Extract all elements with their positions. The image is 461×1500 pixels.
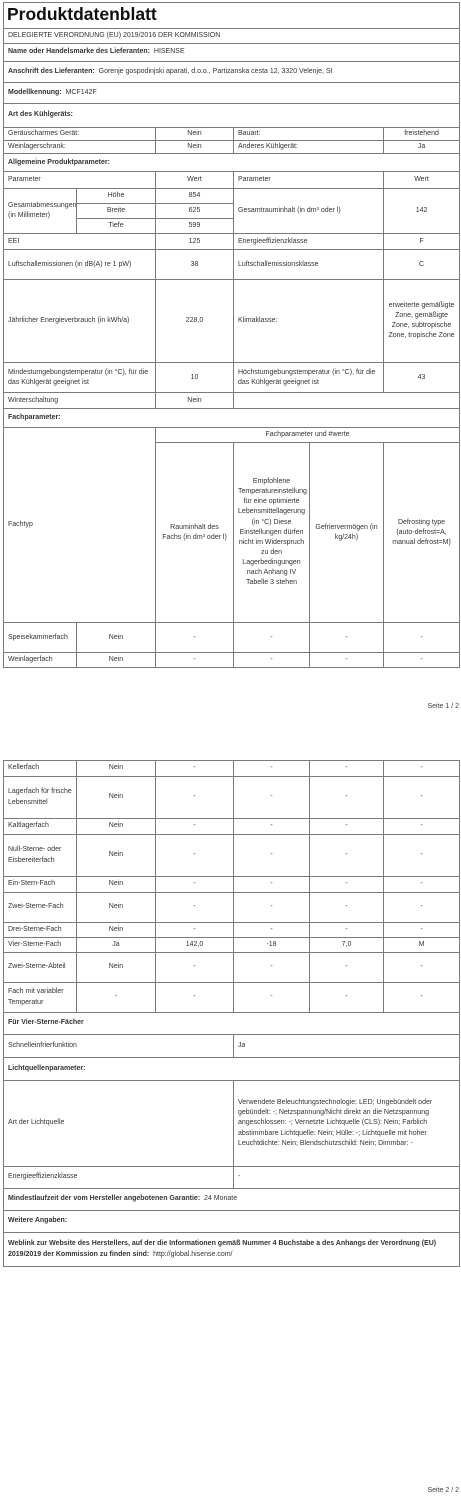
min-temp-value: 10 [156, 363, 234, 393]
wine-cabinet-value: Nein [156, 141, 234, 154]
weblink-label: Weblink zur Website des Herstellers, auf der die Informationen gemäß Nummer 4 Buchstabe a des Anhangs der Verordnung (EU) 2019/2019 der Kommission zu finden sind: [8, 1240, 437, 1258]
compartment-temp: - [234, 623, 310, 653]
compartment-name: Lagerfach für frische Lebensmittel [4, 777, 77, 819]
compartment-row [4, 623, 460, 653]
compartment-freeze: - [310, 983, 384, 1013]
max-temp-label: Höchstumgebungstemperatur (in °C), für die das Kühlgerät geeignet ist [234, 363, 384, 393]
compartment-temp: - [234, 819, 310, 835]
noise-emission-value: 38 [156, 250, 234, 280]
compartment-volume: - [156, 761, 234, 777]
col-header-value: Wert [156, 172, 234, 189]
fast-freeze-value: Ja [234, 1035, 460, 1058]
compartment-temp: -18 [234, 938, 310, 953]
compartment-defrost: M [384, 938, 460, 953]
compartment-temp: - [234, 835, 310, 877]
compartment-row [4, 877, 460, 893]
col-header-parameter: Parameter [234, 172, 384, 189]
compartment-name: Zwei-Sterne-Abteil [4, 953, 77, 983]
compartment-name: Weinlagerfach [4, 653, 77, 668]
page-title: Produktdatenblatt [4, 3, 460, 29]
general-params-header: Allgemeine Produktparameter: [4, 154, 460, 172]
min-temp-label: Mindestumgebungstemperatur (in °C), für die das Kühlgerät geeignet ist [4, 363, 156, 393]
compartment-freeze: - [310, 761, 384, 777]
compartment-row [4, 761, 460, 777]
model-value: MCF142F [65, 88, 97, 96]
compartment-defrost: - [384, 835, 460, 877]
annual-energy-label: Jährlicher Energieverbrauch (in kWh/a) [4, 280, 156, 363]
compartment-present: Nein [77, 923, 156, 938]
compartment-row [4, 983, 460, 1013]
compartment-volume: - [156, 623, 234, 653]
col-header-parameter: Parameter [4, 172, 156, 189]
compartment-name: Fach mit variabler Temperatur [4, 983, 77, 1013]
more-info-header: Weitere Angaben: [4, 1211, 460, 1233]
build-type-label: Bauart: [234, 128, 384, 141]
wine-cabinet-label: Weinlagerschrank: [4, 141, 156, 154]
weblink-url[interactable]: http://global.hisense.com/ [153, 1250, 233, 1258]
dimensions-label: Gesamtabmessungen (in Millimeter) [4, 189, 77, 234]
compartment-present: Ja [77, 938, 156, 953]
compartment-temp: - [234, 777, 310, 819]
compartment-present: Nein [77, 877, 156, 893]
width-label: Breite [77, 204, 156, 219]
warranty-row [4, 1189, 460, 1211]
compartment-freeze: - [310, 653, 384, 668]
compartment-type-label: Fachtyp [4, 428, 156, 623]
light-type-label: Art der Lichtquelle [4, 1081, 234, 1167]
winter-setting-label: Winterschaltung [4, 393, 156, 409]
compartment-volume: - [156, 819, 234, 835]
annual-energy-value: 228,0 [156, 280, 234, 363]
compartment-temp: - [234, 877, 310, 893]
compartment-freeze: - [310, 877, 384, 893]
compartment-volume: - [156, 923, 234, 938]
compartment-temp: - [234, 953, 310, 983]
compartment-name: Ein-Stern-Fach [4, 877, 77, 893]
compartment-volume: - [156, 653, 234, 668]
compartment-present: Nein [77, 893, 156, 923]
compartment-present: Nein [77, 777, 156, 819]
warranty-value: 24 Monate [204, 1195, 238, 1203]
build-type-value: freistehend [384, 128, 460, 141]
other-appliance-value: Ja [384, 141, 460, 154]
compartment-volume: - [156, 983, 234, 1013]
compartment-params-header: Fachparameter: [4, 409, 460, 428]
supplier-address-value: Gorenje gospodinjski aparati, d.o.o., Partizanska cesta 12, 3320 Velenje, SI [98, 67, 333, 75]
regulation-reference: DELEGIERTE VERORDNUNG (EU) 2019/2016 DER KOMMISSION [4, 29, 460, 44]
compartment-temp: - [234, 761, 310, 777]
compartment-freeze: - [310, 835, 384, 877]
compartment-present: - [77, 983, 156, 1013]
datasheet-page-2 [3, 760, 459, 1267]
compartment-row [4, 938, 460, 953]
width-value: 625 [156, 204, 234, 219]
supplier-name-label: Name oder Handelsmarke des Lieferanten: [8, 48, 150, 56]
compartment-defrost-header: Defrosting type (auto-defrost=A, manual defrost=M) [384, 443, 460, 623]
compartment-name: Drei-Sterne-Fach [4, 923, 77, 938]
compartment-defrost: - [384, 819, 460, 835]
compartment-present: Nein [77, 835, 156, 877]
compartment-freeze: - [310, 819, 384, 835]
height-value: 854 [156, 189, 234, 204]
compartment-temp: - [234, 893, 310, 923]
supplier-name-value: HISENSE [153, 48, 185, 56]
weblink-row [4, 1233, 460, 1267]
compartment-volume-header: Rauminhalt des Fachs (in dm³ oder l) [156, 443, 234, 623]
four-star-header: Für Vier-Sterne-Fächer [4, 1013, 460, 1035]
other-appliance-label: Anderes Kühlgerät: [234, 141, 384, 154]
compartment-freeze: - [310, 953, 384, 983]
compartment-temp-header: Empfohlene Temperatureinstellung für eine optimierte Lebensmittellagerung (in °C) Diese Einstellungen dürfen nicht im Widerspruch zu den Lagerbedingungen nach Anhang IV Tabelle 3 stehen [234, 443, 310, 623]
warranty-label: Mindestlaufzeit der vom Hersteller angebotenen Garantie: [8, 1195, 201, 1203]
model-label: Modellkennung: [8, 88, 62, 96]
datasheet-page-1 [3, 2, 459, 668]
compartment-volume: - [156, 893, 234, 923]
compartment-present: Nein [77, 761, 156, 777]
supplier-name-row [4, 44, 460, 62]
compartment-defrost: - [384, 923, 460, 938]
compartment-name: Speisekammerfach [4, 623, 77, 653]
compartment-defrost: - [384, 877, 460, 893]
compartment-freeze: - [310, 923, 384, 938]
compartment-defrost: - [384, 953, 460, 983]
compartment-freeze: - [310, 777, 384, 819]
compartment-name: Zwei-Sterne-Fach [4, 893, 77, 923]
compartment-defrost: - [384, 777, 460, 819]
compartment-freeze: - [310, 893, 384, 923]
depth-value: 599 [156, 219, 234, 234]
total-volume-value: 142 [384, 189, 460, 234]
compartment-row [4, 923, 460, 938]
low-noise-value: Nein [156, 128, 234, 141]
compartment-volume: - [156, 877, 234, 893]
compartment-row [4, 893, 460, 923]
eei-value: 125 [156, 234, 234, 250]
total-volume-label: Gesamtrauminhalt (in dm³ oder l) [234, 189, 384, 234]
noise-emission-label: Luftschallemissionen (in dB(A) re 1 pW) [4, 250, 156, 280]
climate-class-value: erweiterte gemäßigte Zone, gemäßigte Zone, subtropische Zone, tropische Zone [384, 280, 460, 363]
compartment-name: Null-Sterne- oder Eisbereiterfach [4, 835, 77, 877]
compartment-freeze: - [310, 623, 384, 653]
compartment-row [4, 777, 460, 819]
compartment-volume: - [156, 777, 234, 819]
compartment-volume: 142,0 [156, 938, 234, 953]
compartment-volume: - [156, 953, 234, 983]
model-row [4, 83, 460, 104]
compartment-freeze: 7,0 [310, 938, 384, 953]
compartment-name: Kellerfach [4, 761, 77, 777]
compartment-row [4, 953, 460, 983]
compartment-defrost: - [384, 761, 460, 777]
light-energy-class-value: - [234, 1167, 460, 1189]
compartment-row [4, 653, 460, 668]
compartment-present: Nein [77, 819, 156, 835]
compartment-present: Nein [77, 623, 156, 653]
compartment-defrost: - [384, 983, 460, 1013]
energy-class-label: Energieeffizienzklasse [234, 234, 384, 250]
eei-label: EEI [4, 234, 156, 250]
noise-class-value: C [384, 250, 460, 280]
supplier-address-label: Anschrift des Lieferanten: [8, 67, 95, 75]
fast-freeze-label: Schnelleinfrierfunktion [4, 1035, 234, 1058]
compartment-temp: - [234, 923, 310, 938]
page-number: Seite 2 / 2 [427, 1487, 459, 1494]
compartment-temp: - [234, 983, 310, 1013]
compartment-freeze-header: Gefriervermögen (in kg/24h) [310, 443, 384, 623]
compartment-defrost: - [384, 623, 460, 653]
depth-label: Tiefe [77, 219, 156, 234]
height-label: Höhe [77, 189, 156, 204]
light-energy-class-label: Energieeffizienzklasse [4, 1167, 234, 1189]
compartment-present: Nein [77, 953, 156, 983]
climate-class-label: Klimaklasse: [234, 280, 384, 363]
compartment-defrost: - [384, 893, 460, 923]
compartment-present: Nein [77, 653, 156, 668]
compartment-name: Vier-Sterne-Fach [4, 938, 77, 953]
appliance-type-header: Art des Kühlgeräts: [4, 104, 460, 128]
compartment-defrost: - [384, 653, 460, 668]
low-noise-label: Geräuscharmes Gerät: [4, 128, 156, 141]
compartment-params-label: Fachparameter und #werte [156, 428, 460, 443]
max-temp-value: 43 [384, 363, 460, 393]
page-number: Seite 1 / 2 [427, 703, 459, 710]
supplier-address-row [4, 62, 460, 83]
compartment-row [4, 835, 460, 877]
compartment-row [4, 819, 460, 835]
winter-setting-value: Nein [156, 393, 234, 409]
noise-class-label: Luftschallemissionsklasse [234, 250, 384, 280]
compartment-name: Kaltlagerfach [4, 819, 77, 835]
light-source-header: Lichtquellenparameter: [4, 1058, 460, 1081]
light-type-value: Verwendete Beleuchtungstechnologie: LED; Ungebündelt oder gebündelt: -; Netzspannung/Nicht direkt an die Netzspannung angeschlossen: -; Vernetzte Lichtquelle (CLS): Nein; Farblich abstimmbare Lichtquelle: Nein; Hülle: -; Lichtquelle mit hoher Leuchtdichte: Nein; Blendschutzschild: Nein; Dimmbar: - [234, 1081, 460, 1167]
energy-class-value: F [384, 234, 460, 250]
compartment-temp: - [234, 653, 310, 668]
col-header-value: Wert [384, 172, 460, 189]
compartment-volume: - [156, 835, 234, 877]
